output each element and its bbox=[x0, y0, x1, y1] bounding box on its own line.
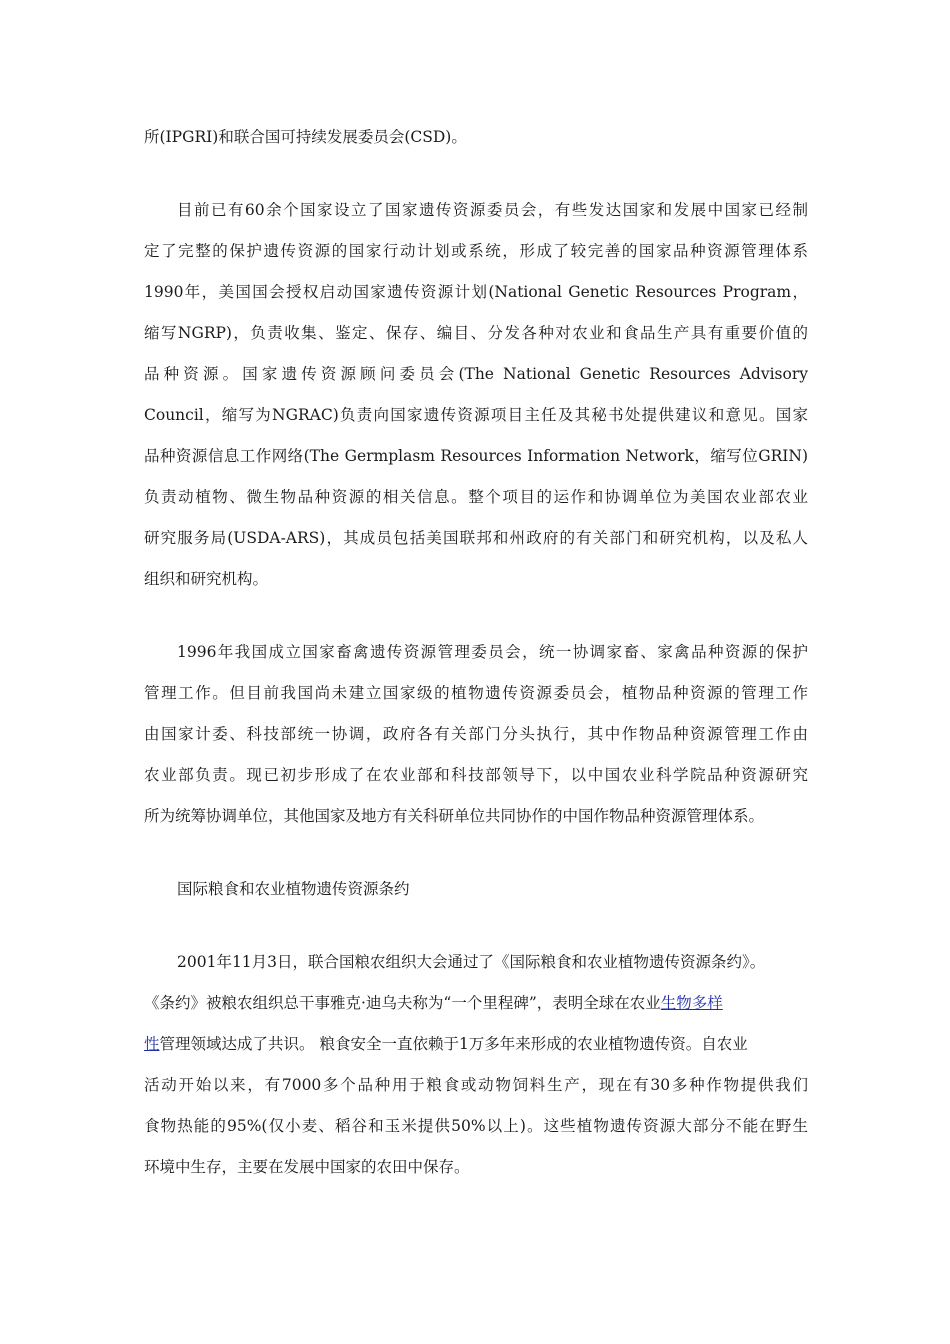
paragraph-line: 所为统筹协调单位，其他国家及地方有关科研单位共同协作的中国作物品种资源管理体系。 bbox=[144, 807, 765, 825]
paragraph-line: 品种资源信息工作网络(The Germplasm Resources Information Network，缩写位GRIN) bbox=[144, 447, 808, 465]
paragraph-line: 负责动植物、微生物品种资源的相关信息。整个项目的运作和协调单位为美国农业部农业 bbox=[144, 488, 808, 506]
paragraph-line: 目前已有60余个国家设立了国家遗传资源委员会，有些发达国家和发展中国家已经制 bbox=[177, 201, 808, 219]
paragraph-line: 定了完整的保护遗传资源的国家行动计划或系统，形成了较完善的国家品种资源管理体系 bbox=[144, 242, 808, 260]
paragraph-line: 环境中生存，主要在发展中国家的农田中保存。 bbox=[144, 1158, 470, 1176]
paragraph-line: 缩写NGRP)，负责收集、鉴定、保存、编目、分发各种对农业和食品生产具有重要价值的 bbox=[144, 324, 808, 342]
paragraph-text: 管理领域达成了共识。 粮食安全一直依赖于1万多年来形成的农业植物遗传资。自农业 bbox=[159, 1035, 748, 1053]
paragraph-line: 由国家计委、科技部统一协调，政府各有关部门分头执行，其中作物品种资源管理工作由 bbox=[144, 725, 808, 743]
paragraph-line bbox=[144, 993, 808, 1013]
paragraph-line: 活动开始以来，有7000多个品种用于粮食或动物饲料生产，现在有30多种作物提供我们 bbox=[144, 1076, 808, 1094]
paragraph-line: 2001年11月3日，联合国粮农组织大会通过了《国际粮食和农业植物遗传资源条约》。 bbox=[177, 953, 766, 971]
paragraph-line: 1990年，美国国会授权启动国家遗传资源计划(National Genetic Resources Program， bbox=[144, 283, 808, 301]
biodiversity-link[interactable]: 生物多样 bbox=[660, 994, 723, 1012]
paragraph-line: 食物热能的95%(仅小麦、稻谷和玉米提供50%以上)。这些植物遗传资源大部分不能在野生 bbox=[144, 1117, 808, 1135]
paragraph-line: 所(IPGRI)和联合国可持续发展委员会(CSD)。 bbox=[144, 128, 467, 146]
paragraph-line: 研究服务局(USDA-ARS)，其成员包括美国联邦和州政府的有关部门和研究机构，以及私人 bbox=[144, 529, 808, 547]
paragraph-line bbox=[144, 1034, 808, 1054]
paragraph-line: 农业部负责。现已初步形成了在农业部和科技部领导下，以中国农业科学院品种资源研究 bbox=[144, 766, 808, 784]
paragraph-text: 《条约》被粮农组织总干事雅克·迪乌夫称为“一个里程碑”，表明全球在农业 bbox=[144, 994, 661, 1012]
paragraph-line: 组织和研究机构。 bbox=[144, 570, 269, 588]
section-heading: 国际粮食和农业植物遗传资源条约 bbox=[177, 880, 410, 898]
paragraph-line: 1996年我国成立国家畜禽遗传资源管理委员会，统一协调家畜、家禽品种资源的保护 bbox=[177, 643, 808, 661]
paragraph-line: 品种资源。国家遗传资源顾问委员会(The National Genetic Resources Advisory bbox=[144, 365, 808, 383]
paragraph-line: Council，缩写为NGRAC)负责向国家遗传资源项目主任及其秘书处提供建议和意见。国家 bbox=[144, 406, 808, 424]
paragraph-line: 管理工作。但目前我国尚未建立国家级的植物遗传资源委员会，植物品种资源的管理工作 bbox=[144, 684, 808, 702]
biodiversity-link[interactable]: 性 bbox=[144, 1035, 160, 1053]
